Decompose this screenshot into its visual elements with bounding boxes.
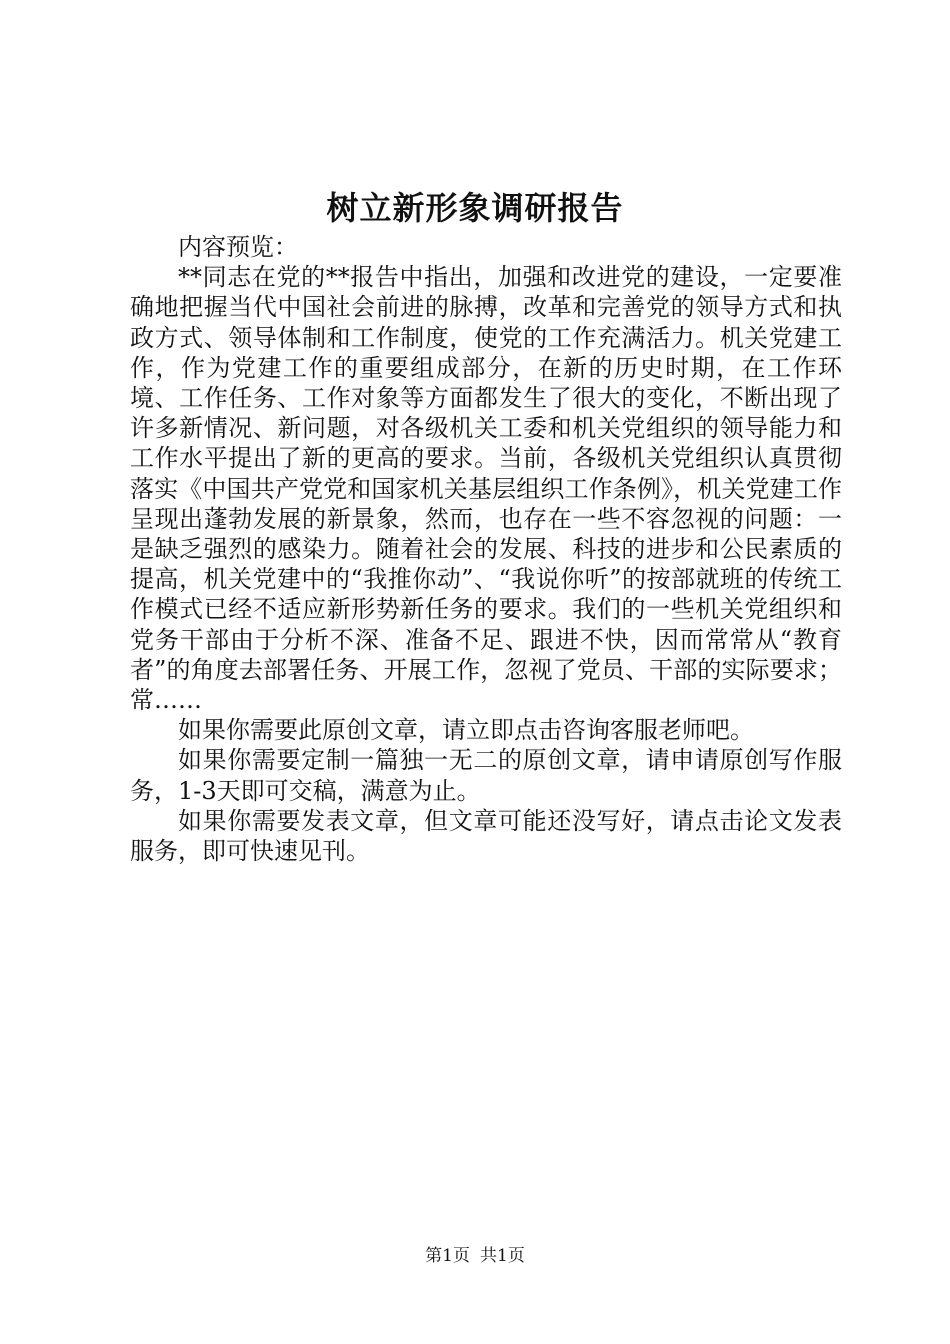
preview-label: 内容预览： bbox=[178, 233, 298, 261]
page-number-total: 共1页 bbox=[480, 1246, 525, 1266]
notice-publication: 如果你需要发表文章，但文章可能还没写好，请点击论文发表服务，即可快速见刊。 bbox=[130, 806, 842, 866]
document-title: 树立新形象调研报告 bbox=[326, 189, 624, 227]
notice-custom-writing: 如果你需要定制一篇独一无二的原创文章，请申请原创写作服务，1-3天即可交稿，满意为止。 bbox=[130, 746, 842, 805]
page-number-current: 第1页 bbox=[425, 1246, 470, 1266]
document-body bbox=[130, 232, 842, 866]
notice-consult: 如果你需要此原创文章，请立即点击咨询客服老师吧。 bbox=[178, 716, 754, 745]
preview-paragraph: **同志在党的**报告中指出，加强和改进党的建设，一定要准确地把握当代中国社会前进的脉搏，改革和完善党的领导方式和执政方式、领导体制和工作制度，使党的工作充满活力。机关党建工作，作为党建工作的重要组成部分，在新的历史时期，在工作环境、工作任务、工作对象等方面都发生了很大的变化，不断出现了许多新情况、新问题，对各级机关工委和机关党组织的领导能力和工作水平提出了新的更高的要求。当前，各级机关党组织认真贯彻落实《中国共产党党和国家机关基层组织工作条例》，机关党建工作呈现出蓬勃发展的新景象，然而，也存在一些不容忽视的问题：一是缺乏强烈的感染力。随着社会的发展、科技的进步和公民素质的提高，机关党建中的“我推你动”、“我说你听”的按部就班的传统工作模式已经不适应新形势新任务的要求。我们的一些机关党组织和党务干部由于分析不深、准备不足、跟进不快，因而常常从“教育者”的角度去部署任务、开展工作，忽视了党员、干部的实际要求；常…… bbox=[130, 263, 842, 715]
page-footer bbox=[0, 1244, 950, 1268]
